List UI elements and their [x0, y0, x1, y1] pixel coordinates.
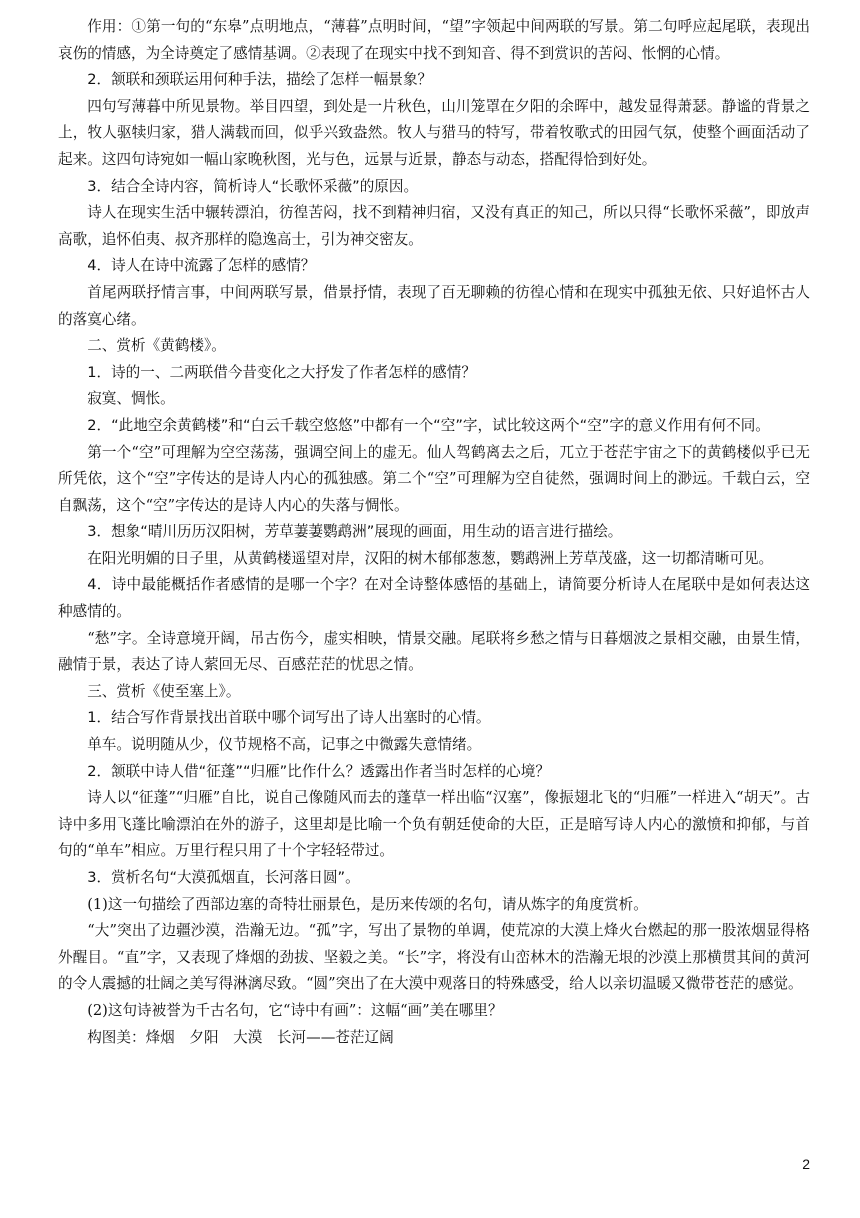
paragraph-effect-answer: 作用：①第一句的“东皋”点明地点，“薄暮”点明时间，“望”字领起中间两联的写景。第二句呼应起尾联，表现出哀伤的情感，为全诗奠定了感情基调。②表现了在现实中找不到知音、得不到赏识的苦闷、怅惘的心情。	[58, 18, 810, 62]
s3-question-1: 1．结合写作背景找出首联中哪个词写出了诗人出塞时的心情。	[87, 709, 491, 727]
s2-question-1: 1．诗的一、二两联借今昔变化之大抒发了作者怎样的感情？	[87, 363, 476, 381]
s2-answer-4: “愁”字。全诗意境开阔，吊古伤今，虚实相映，情景交融。尾联将乡愁之情与日暮烟波之景相交融，由景生情，融情于景，表达了诗人萦回无尽、百感茫茫的忧思之情。	[58, 629, 810, 674]
s2-question-3: 3．想象“晴川历历汉阳树，芳草萋萋鹦鹉洲”展现的画面，用生动的语言进行描绘。	[87, 523, 623, 541]
s2-answer-3: 在阳光明媚的日子里，从黄鹤楼遥望对岸，汉阳的树木郁郁葱葱，鹦鹉洲上芳草茂盛，这一切都清晰可见。	[87, 549, 774, 567]
s2-answer-1: 寂寞、惆怅。	[87, 390, 175, 408]
s3-subanswer-2: 构图美：烽烟 夕阳 大漠 长河——苍茫辽阔	[87, 1028, 394, 1046]
section-2-heading: 二、赏析《黄鹤楼》。	[87, 337, 226, 355]
question-4-heading: 4．诗人在诗中流露了怎样的感情？	[87, 257, 316, 275]
s3-question-2: 2．颔联中诗人借“征蓬”“归雁”比作什么？透露出作者当时怎样的心境？	[87, 762, 550, 780]
question-3-heading: 3．结合全诗内容，简析诗人“长歌怀采薇”的原因。	[87, 177, 419, 195]
s2-answer-2: 第一个“空”可理解为空空荡荡，强调空间上的虚无。仙人驾鹤离去之后，兀立于苍茫宇宙之下的黄鹤楼似乎已无所凭依，这个“空”字传达的是诗人内心的孤独感。第二个“空”可理解为空自徒然，强调时间上的渺远。千载白云，空自飘荡，这个“空”字传达的是诗人内心的失落与惆怅。	[58, 443, 810, 514]
s3-subquestion-1: (1)这一句描绘了西部边塞的奇特壮丽景色，是历来传颂的名句，请从炼字的角度赏析。	[87, 895, 648, 913]
s3-answer-1: 单车。说明随从少，仪节规格不高，记事之中微露失意情绪。	[87, 736, 482, 754]
question-2-heading: 2．颔联和颈联运用何种手法，描绘了怎样一幅景象？	[87, 71, 433, 89]
s3-question-3: 3．赏析名句“大漠孤烟直，长河落日圆”。	[87, 869, 360, 886]
s2-question-2: 2．“此地空余黄鹤楼”和“白云千载空悠悠”中都有一个“空”字，试比较这两个“空”字的意义作用有何不同。	[87, 416, 770, 434]
s3-answer-2: 诗人以“征蓬”“归雁”自比，说自己像随风而去的蓬草一样出临“汉塞”，像振翅北飞的“归雁”一样进入“胡天”。古诗中多用飞蓬比喻漂泊在外的游子，这里却是比喻一个负有朝廷使命的大臣，正是暗写诗人内心的激愤和抑郁，与首句的“单车”相应。万里行程只用了十个字轻轻带过。	[58, 789, 810, 860]
page-number: 2	[802, 1156, 810, 1172]
answer-2: 四句写薄暮中所见景物。举目四望，到处是一片秋色，山川笼罩在夕阳的余晖中，越发显得萧瑟。静谧的背景之上，牧人驱犊归家，猎人满载而回，似乎兴致盎然。牧人与猎马的特写，带着牧歌式的田园气氛，使整个画面活动了起来。这四句诗宛如一幅山家晚秋图，光与色，远景与近景，静态与动态，搭配得恰到好处。	[58, 97, 810, 168]
s2-question-4: 4．诗中最能概括作者感情的是哪一个字？在对全诗整体感悟的基础上，请简要分析诗人在尾联中是如何表达这种感情的。	[58, 576, 810, 621]
s3-subquestion-2: (2)这句诗被誉为千古名句，它“诗中有画”：这幅“画”美在哪里？	[87, 1001, 503, 1019]
answer-4: 首尾两联抒情言事，中间两联写景，借景抒情，表现了百无聊赖的彷徨心情和在现实中孤独无依、只好追怀古人的落寞心绪。	[58, 283, 810, 328]
section-3-heading: 三、赏析《使至塞上》。	[87, 682, 241, 700]
document-body	[58, 14, 810, 1051]
answer-3: 诗人在现实生活中辗转漂泊，彷徨苦闷，找不到精神归宿，又没有真正的知己，所以只得“长歌怀采薇”，即放声高歌，追怀伯夷、叔齐那样的隐逸高士，引为神交密友。	[58, 204, 810, 248]
s3-subanswer-1: “大”突出了边疆沙漠，浩瀚无边。“孤”字，写出了景物的单调，使荒凉的大漠上烽火台燃起的那一股浓烟显得格外醒目。“直”字，又表现了烽烟的劲拔、坚毅之美。“长”字，将没有山峦林木的浩瀚无垠的沙漠上那横贯其间的黄河的令人震撼的壮阔之美写得淋漓尽致。“圆”突出了在大漠中观落日的特殊感受，给人以亲切温暖又微带苍茫的感觉。	[58, 922, 810, 993]
